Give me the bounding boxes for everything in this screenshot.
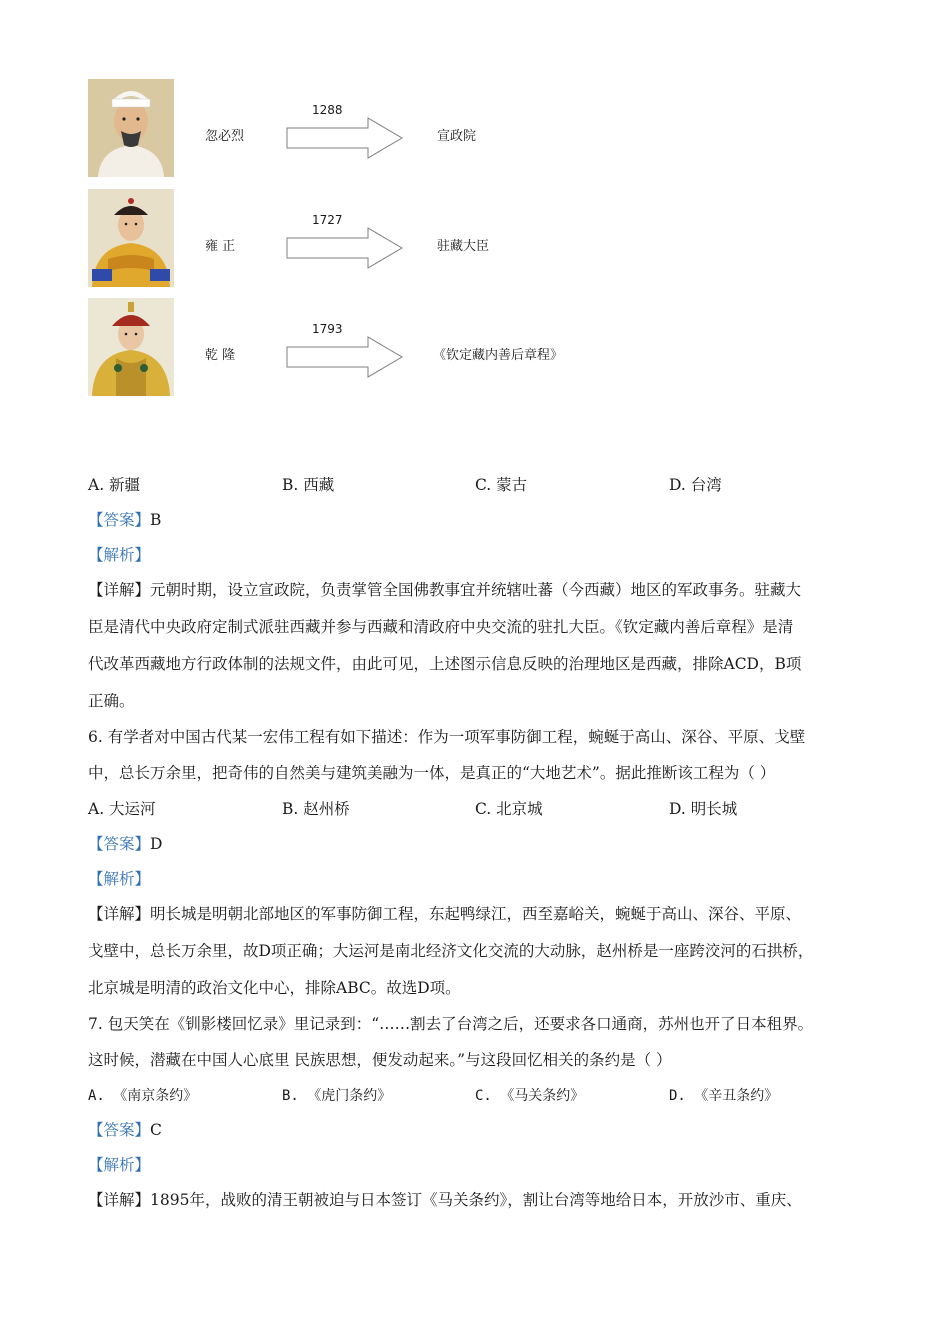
kublai-portrait — [88, 79, 174, 177]
detail-tag: 【详解】 — [88, 581, 151, 599]
q6-option-b: B. 赵州桥 — [282, 800, 350, 818]
q7-option-c: C. 《马关条约》 — [475, 1088, 585, 1104]
analysis-tag: 【解析】 — [88, 546, 151, 564]
q7-option-b: B. 《虎门条约》 — [282, 1088, 392, 1104]
arrow-right-icon — [286, 117, 404, 159]
q5-detail-line: 臣是清代中央政府定制式派驻西藏并参与西藏和清政府中央交流的驻扎大臣。《钦定藏内善后章程》是清 — [88, 618, 794, 636]
q6-option-d: D. 明长城 — [669, 800, 738, 818]
answer-tag: 【答案】 — [88, 835, 151, 853]
analysis-tag: 【解析】 — [88, 1156, 151, 1174]
diagram-row-kublai — [88, 79, 608, 179]
q5-detail-line — [88, 580, 801, 600]
q5-detail-line: 正确。 — [88, 692, 135, 710]
answer-value: C — [150, 1121, 162, 1139]
qianlong-portrait — [88, 298, 174, 396]
arrow-right-icon — [286, 227, 404, 269]
q6-detail-line — [88, 904, 801, 924]
q5-option-d: D. 台湾 — [669, 476, 722, 494]
detail-text: 1895年，战败的清王朝被迫与日本签订《马关条约》，割让台湾等地给日本，开放沙市、重庆、 — [150, 1191, 802, 1209]
institution-label: 驻藏大臣 — [437, 239, 490, 254]
diagram-row-qianlong — [88, 298, 608, 398]
q7-stem-line: 7. 包天笑在《钏影楼回忆录》里记录到：“……割去了台湾之后，还要求各口通商，苏州也开了日本租界。 — [88, 1015, 814, 1033]
year-label: 1727 — [312, 213, 343, 227]
detail-tag: 【详解】 — [88, 905, 151, 923]
q6-detail-line: 北京城是明清的政治文化中心，排除ABC。故选D项。 — [88, 979, 461, 997]
q7-option-a: A. 《南京条约》 — [88, 1088, 198, 1104]
diagram-row-yongzheng — [88, 189, 608, 289]
detail-tag: 【详解】 — [88, 1191, 151, 1209]
detail-text: 元朝时期，设立宣政院，负责掌管全国佛教事宜并统辖吐蕃（今西藏）地区的军政事务。驻藏大 — [150, 581, 802, 599]
institution-label: 宣政院 — [437, 129, 477, 144]
q5-answer — [88, 510, 161, 530]
q7-option-d: D. 《辛丑条约》 — [669, 1088, 779, 1104]
year-label: 1288 — [312, 103, 343, 117]
q6-analysis — [88, 869, 150, 889]
ruler-name: 忽必烈 — [205, 129, 245, 144]
institution-label: 《钦定藏内善后章程》 — [433, 348, 564, 363]
q6-detail-line: 戈壁中，总长万余里，故D项正确；大运河是南北经济文化交流的大动脉，赵州桥是一座跨洨河的石拱桥， — [88, 942, 814, 960]
q5-option-b: B. 西藏 — [282, 476, 335, 494]
ruler-name: 乾 隆 — [205, 348, 236, 363]
answer-value: B — [150, 511, 162, 529]
detail-text: 明长城是明朝北部地区的军事防御工程，东起鸭绿江，西至嘉峪关，蜿蜒于高山、深谷、平原、 — [150, 905, 802, 923]
arrow-right-icon — [286, 336, 404, 378]
answer-tag: 【答案】 — [88, 1121, 151, 1139]
answer-value: D — [150, 835, 163, 853]
ruler-name: 雍 正 — [205, 239, 236, 254]
q6-option-a: A. 大运河 — [88, 800, 156, 818]
q6-answer — [88, 834, 162, 854]
q5-option-a: A. 新疆 — [88, 476, 141, 494]
q6-stem-line: 中，总长万余里，把奇伟的自然美与建筑美融为一体，是真正的“大地艺术”。据此推断该工程为（ ） — [88, 764, 776, 782]
q6-option-c: C. 北京城 — [475, 800, 543, 818]
q5-detail-line: 代改革西藏地方行政体制的法规文件，由此可见，上述图示信息反映的治理地区是西藏，排除ACD，B项 — [88, 655, 802, 673]
q5-option-c: C. 蒙古 — [475, 476, 528, 494]
q7-analysis — [88, 1155, 150, 1175]
answer-tag: 【答案】 — [88, 511, 151, 529]
yongzheng-portrait — [88, 189, 174, 287]
q7-stem-line: 这时候，潜藏在中国人心底里 民族思想，便发动起来。”与这段回忆相关的条约是（ ） — [88, 1051, 672, 1069]
q6-stem-line: 6. 有学者对中国古代某一宏伟工程有如下描述：作为一项军事防御工程，蜿蜒于高山、深谷、平原、戈壁 — [88, 728, 806, 746]
analysis-tag: 【解析】 — [88, 870, 151, 888]
q5-analysis — [88, 545, 150, 565]
year-label: 1793 — [312, 322, 343, 336]
q7-detail-line — [88, 1190, 802, 1210]
q7-answer — [88, 1120, 162, 1140]
